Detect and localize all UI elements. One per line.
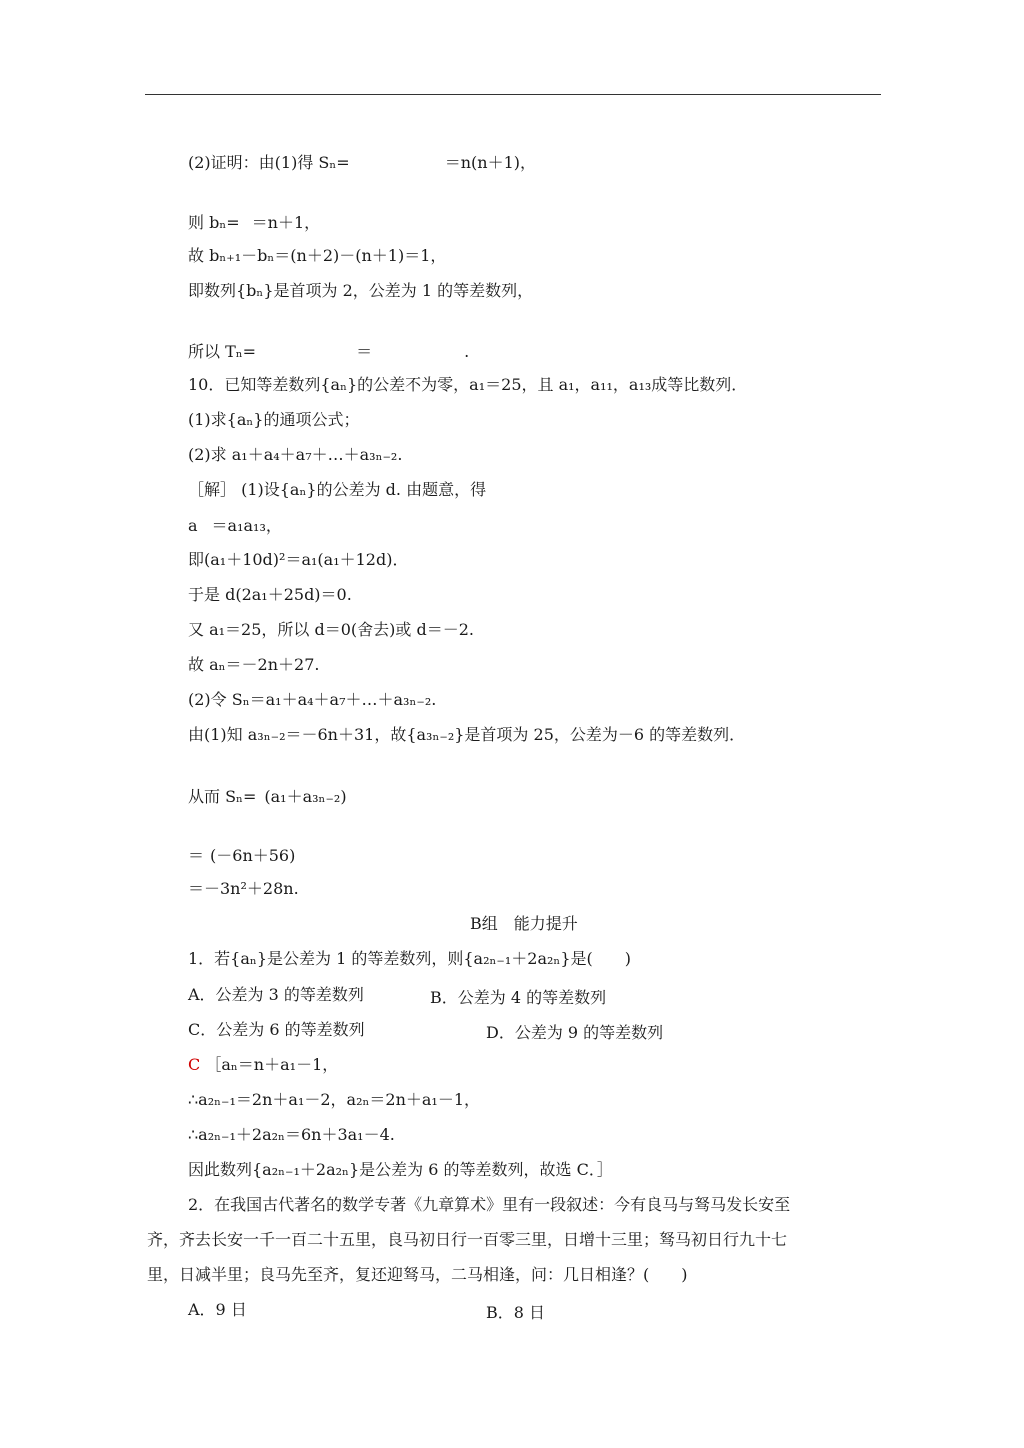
solution-line bbox=[188, 516, 282, 536]
option-d: D．公差为 9 的等差数列 bbox=[486, 1023, 664, 1042]
option-b: B．公差为 4 的等差数列 bbox=[430, 988, 607, 1007]
problem-10: 10．已知等差数列{aₙ}的公差不为零，a₁＝25，且 a₁，a₁₁，a₁₃成等比数列． bbox=[188, 375, 748, 394]
solution-line: 又 a₁＝25，所以 d＝0(舍去)或 d＝－2. bbox=[188, 620, 474, 639]
text: ＝n(n＋1)， bbox=[444, 153, 536, 172]
proof-line-tn bbox=[188, 342, 469, 362]
option-a: A．公差为 3 的等差数列 bbox=[188, 985, 364, 1004]
answer-line: 因此数列{a₂ₙ₋₁＋2a₂ₙ}是公差为 6 的等差数列，故选 C．］ bbox=[188, 1160, 613, 1179]
option-b: B．8 日 bbox=[486, 1303, 546, 1322]
text: ＝ bbox=[356, 342, 373, 361]
option-c: C．公差为 6 的等差数列 bbox=[188, 1020, 365, 1039]
text: ＝a₁a₁₃， bbox=[211, 516, 282, 535]
text: (2)证明：由(1)得 Sₙ= bbox=[188, 153, 350, 172]
proof-line-sn bbox=[188, 153, 536, 173]
text: ［aₙ＝n＋a₁－1， bbox=[205, 1055, 339, 1074]
solution-line: 于是 d(2a₁＋25d)＝0. bbox=[188, 585, 352, 604]
option-a: A．9 日 bbox=[188, 1300, 247, 1319]
proof-line-arith: 即数列{bₙ}是首项为 2，公差为 1 的等差数列， bbox=[188, 281, 534, 300]
text: (－6n＋56) bbox=[210, 846, 296, 865]
answer-line: ∴a₂ₙ₋₁＋2a₂ₙ＝6n＋3a₁－4. bbox=[188, 1125, 395, 1144]
solution-line bbox=[188, 787, 347, 807]
text: 所以 Tₙ= bbox=[188, 342, 257, 361]
solution-line bbox=[188, 846, 295, 866]
answer-letter: C bbox=[188, 1055, 201, 1074]
text: ＝ bbox=[188, 846, 205, 865]
text: a bbox=[188, 516, 198, 535]
section-heading: B组 能力提升 bbox=[470, 914, 578, 933]
proof-line-bn bbox=[188, 213, 320, 233]
problem-10-part1: (1)求{aₙ}的通项公式； bbox=[188, 410, 360, 429]
solution-line: ＝－3n²＋28n. bbox=[188, 879, 299, 898]
text: 从而 Sₙ= bbox=[188, 787, 257, 806]
solution-start: ［解］ (1)设{aₙ}的公差为 d. 由题意，得 bbox=[188, 480, 487, 499]
question-2-line: 齐，齐去长安一千一百二十五里，良马初日行一百零三里，日增十三里；驽马初日行九十七 bbox=[147, 1230, 788, 1249]
answer-line: ∴a₂ₙ₋₁＝2n＋a₁－2，a₂ₙ＝2n＋a₁－1， bbox=[188, 1090, 481, 1109]
question-2-line: 2．在我国古代著名的数学专著《九章算术》里有一段叙述：今有良马与驽马发长安至 bbox=[188, 1195, 791, 1214]
proof-line-diff: 故 bₙ₊₁－bₙ＝(n＋2)－(n＋1)＝1， bbox=[188, 246, 447, 265]
text: ＝n＋1， bbox=[251, 213, 321, 232]
text: . bbox=[464, 342, 470, 361]
solution-line: 故 aₙ＝－2n＋27. bbox=[188, 655, 320, 674]
solution-line: 即(a₁＋10d)²＝a₁(a₁＋12d)． bbox=[188, 550, 409, 569]
answer-line bbox=[188, 1055, 338, 1075]
text: 则 bₙ= bbox=[188, 213, 240, 232]
question-1: 1．若{aₙ}是公差为 1 的等差数列，则{a₂ₙ₋₁＋2a₂ₙ}是( ) bbox=[188, 949, 631, 968]
question-2-line: 里，日减半里；良马先至齐，复还迎驽马，二马相逢，问：几日相逢？( ) bbox=[147, 1265, 688, 1284]
header-rule bbox=[145, 94, 881, 95]
problem-10-part2: (2)求 a₁＋a₄＋a₇＋…＋a₃ₙ₋₂. bbox=[188, 445, 403, 464]
text: (a₁＋a₃ₙ₋₂) bbox=[264, 787, 347, 806]
solution-line: 由(1)知 a₃ₙ₋₂＝－6n＋31，故{a₃ₙ₋₂}是首项为 25，公差为－6 的等差数列． bbox=[188, 725, 746, 744]
solution-line: (2)令 Sₙ＝a₁＋a₄＋a₇＋…＋a₃ₙ₋₂. bbox=[188, 690, 437, 709]
